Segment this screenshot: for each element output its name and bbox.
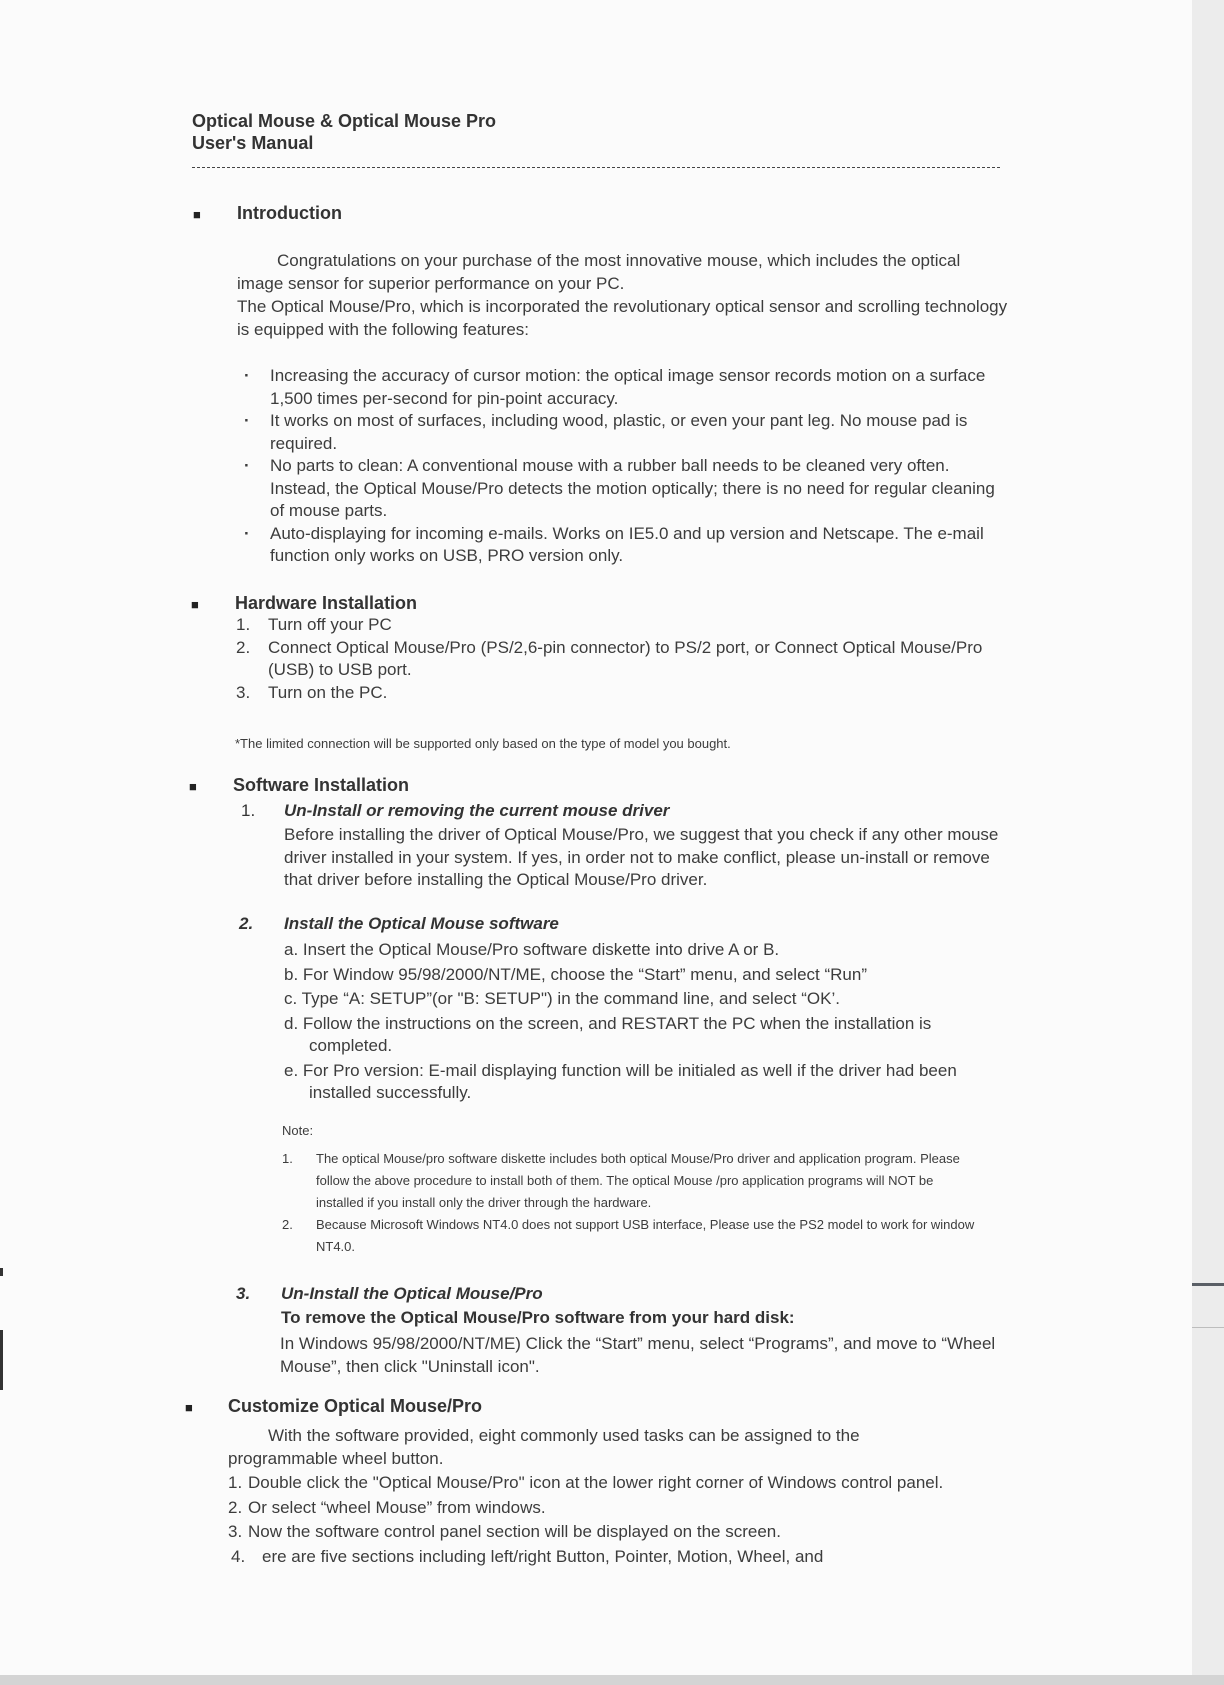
section-bullet-icon: ■	[191, 597, 199, 612]
list-item: d. Follow the instructions on the screen, and RESTART the PC when the installation is completed.	[284, 1013, 932, 1055]
step-title: Un-Install the Optical Mouse/Pro	[281, 1284, 543, 1303]
customize-intro: With the software provided, eight commonly used tasks can be assigned to the programmable wheel button.	[228, 1426, 860, 1468]
step-title: Install the Optical Mouse software	[284, 914, 559, 933]
list-item: 2. Connect Optical Mouse/Pro (PS/2,6-pin connector) to PS/2 port, or Connect Optical Mouse/Pro (USB) to USB port.	[236, 637, 983, 679]
list-item: 1. Double click the "Optical Mouse/Pro" icon at the lower right corner of Windows control panel.	[228, 1473, 944, 1492]
list-item: · Auto-displaying for incoming e-mails. Works on IE5.0 and up version and Netscape. The e-mail function only works on USB, PRO version only.	[240, 523, 1010, 568]
list-item: a. Insert the Optical Mouse/Pro software diskette into drive A or B.	[284, 940, 780, 959]
feature-list	[240, 365, 1010, 568]
hardware-footnote: *The limited connection will be supported only based on the type of model you bought.	[235, 736, 731, 751]
section-title-hardware: Hardware Installation	[235, 593, 418, 613]
list-item: e. For Pro version: E-mail displaying function will be initialed as well if the driver had been installed successfully.	[284, 1060, 957, 1102]
list-item: 3. Turn on the PC.	[236, 682, 388, 702]
scan-artifact-line	[1192, 1327, 1224, 1328]
scan-bottom-edge	[0, 1675, 1224, 1685]
section-bullet-icon: ■	[185, 1400, 193, 1415]
step-body: Before installing the driver of Optical Mouse/Pro, we suggest that you check if any other mouse driver installed in your system. If yes, in order not to make conflict, please un-install or remove that driver before installing the Optical Mouse/Pro driver.	[284, 825, 999, 889]
install-steps	[284, 939, 1009, 1107]
note-label: Note:	[282, 1123, 314, 1138]
step-number: 2.	[239, 914, 254, 933]
section-title-software: Software Installation	[233, 775, 410, 795]
scan-artifact-line	[1192, 1283, 1224, 1286]
document-subtitle: User's Manual	[192, 133, 314, 153]
list-item: 1. The optical Mouse/pro software diskette includes both optical Mouse/Pro driver and application program. Please follow the above procedure to install both of them. The optical Mouse /pro application programs will NOT be installed if you install only the driver through the hardware.	[282, 1151, 960, 1210]
step-body: In Windows 95/98/2000/NT/ME) Click the “Start” menu, select “Programs”, and move to “Wheel Mouse”, then click "Uninstall icon".	[280, 1334, 996, 1376]
step-subheading: To remove the Optical Mouse/Pro software from your hard disk:	[281, 1308, 795, 1327]
list-item: 2. Or select “wheel Mouse” from windows.	[228, 1497, 546, 1517]
document-header	[192, 110, 496, 154]
list-item: b. For Window 95/98/2000/NT/ME, choose the “Start” menu, and select “Run”	[284, 964, 867, 984]
intro-paragraph: The Optical Mouse/Pro, which is incorporated the revolutionary optical sensor and scrolling technology is equipped with the following features:	[237, 297, 1008, 339]
step-title: Un-Install or removing the current mouse driver	[284, 801, 670, 820]
list-item: c. Type “A: SETUP”(or "B: SETUP") in the command line, and select “OK’.	[284, 989, 840, 1008]
step-number: 3.	[236, 1284, 251, 1303]
document-title: Optical Mouse & Optical Mouse Pro	[192, 111, 497, 131]
intro-paragraph: Congratulations on your purchase of the most innovative mouse, which includes the optical image sensor for superior performance on your PC.	[237, 251, 961, 293]
scan-right-margin	[1192, 0, 1224, 1685]
section-title-introduction: Introduction	[237, 203, 342, 223]
list-item: 4. ere are five sections including left/right Button, Pointer, Motion, Wheel, and	[231, 1546, 824, 1566]
customize-steps	[228, 1472, 1003, 1568]
list-item: 3. Now the software control panel section will be displayed on the screen.	[228, 1522, 781, 1541]
scan-artifact-mark	[0, 1268, 3, 1276]
list-item: 1. Turn off your PC	[236, 615, 392, 634]
list-item: · It works on most of surfaces, including wood, plastic, or even your pant leg. No mouse pad is required.	[240, 410, 1010, 455]
section-bullet-icon: ■	[193, 207, 201, 222]
section-bullet-icon: ■	[189, 779, 197, 794]
list-item: · No parts to clean: A conventional mouse with a rubber ball needs to be cleaned very often. Instead, the Optical Mouse/Pro detects the motion optically; there is no need for regular cleaning of mouse parts.	[240, 455, 1010, 523]
scan-artifact-mark	[0, 1330, 3, 1390]
section-title-customize: Customize Optical Mouse/Pro	[228, 1396, 483, 1416]
list-item: · Increasing the accuracy of cursor motion: the optical image sensor records motion on a surface 1,500 times per-second for pin-point accuracy.	[240, 365, 1010, 410]
header-divider	[192, 167, 1000, 168]
hardware-steps	[236, 614, 1008, 704]
step-number: 1.	[241, 801, 256, 820]
list-item: 2. Because Microsoft Windows NT4.0 does not support USB interface, Please use the PS2 model to work for window NT4.0.	[282, 1217, 975, 1254]
install-notes	[282, 1148, 982, 1258]
